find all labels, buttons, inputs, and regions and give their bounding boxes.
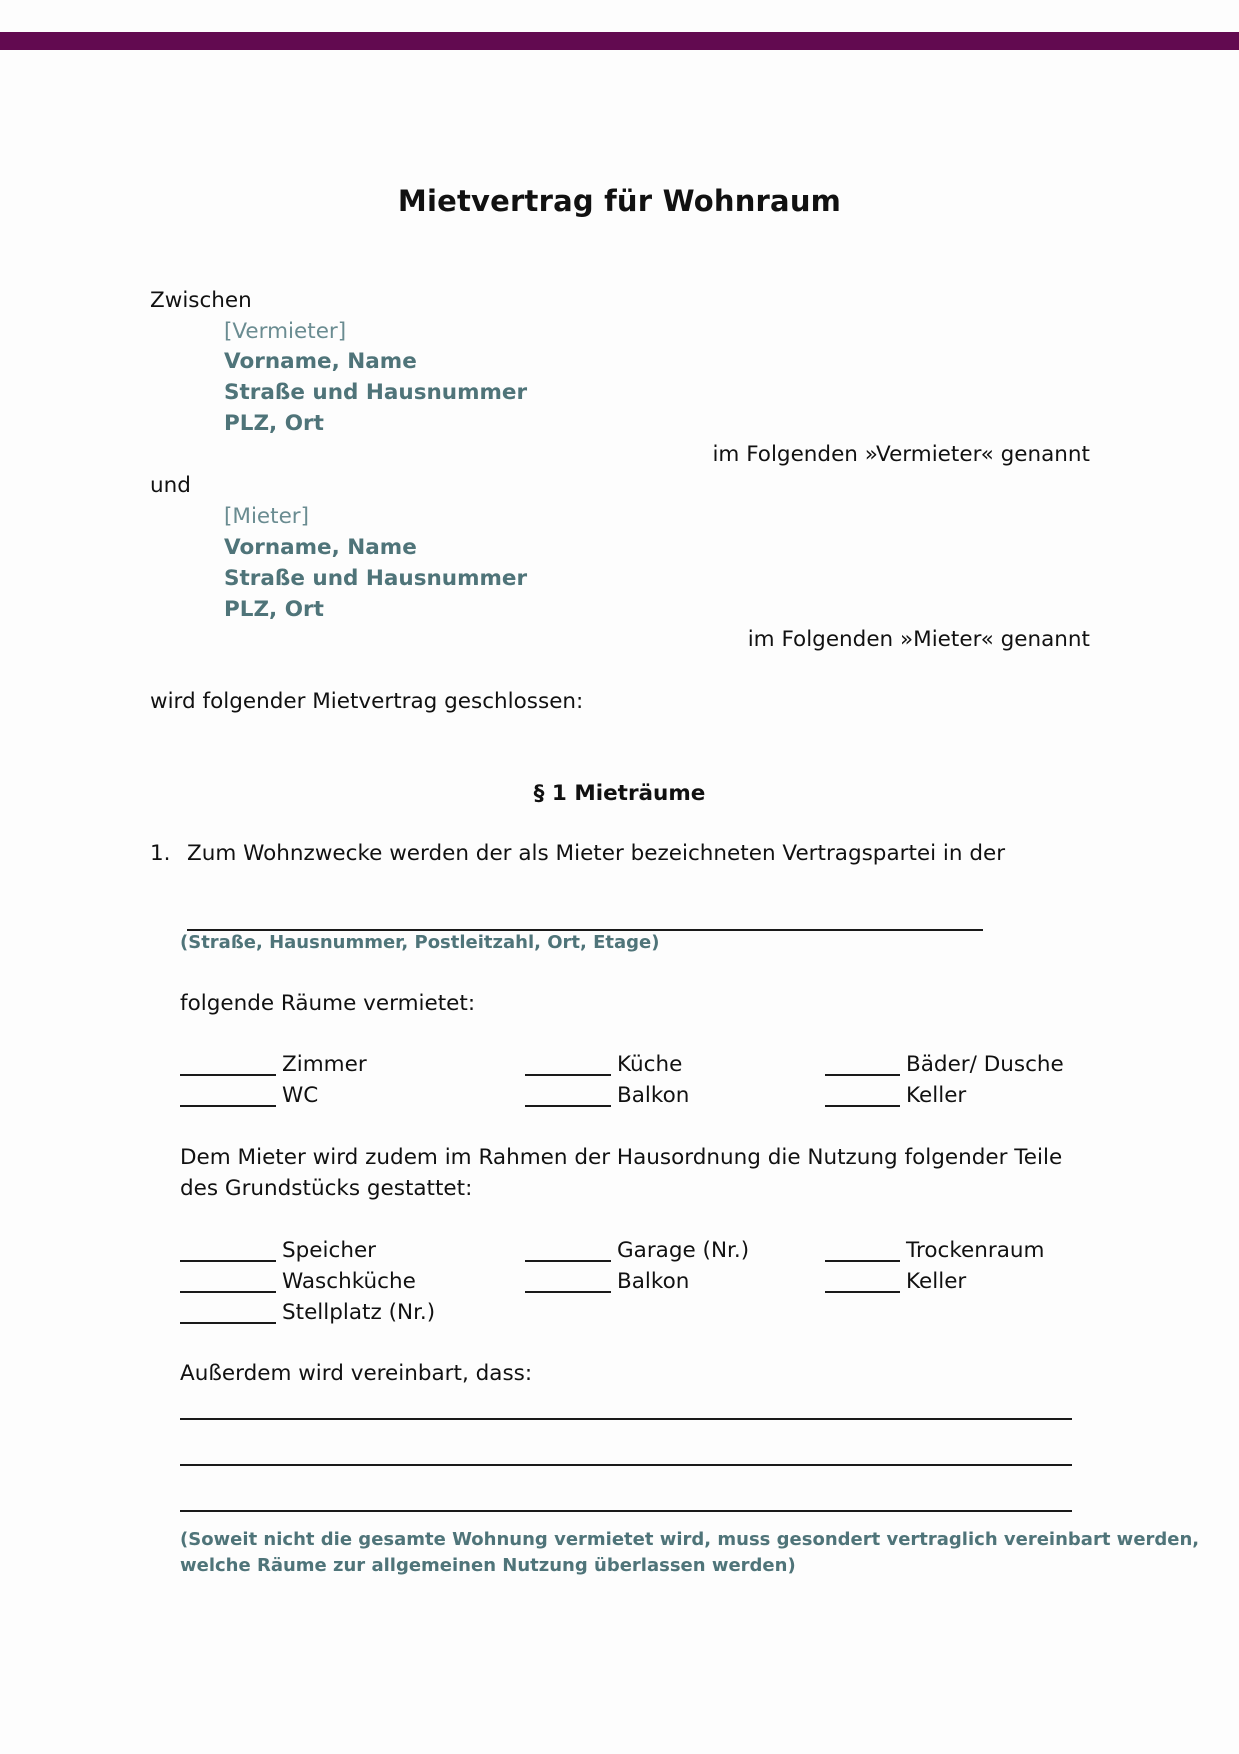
shared-entry[interactable] [180, 1297, 480, 1328]
shared-entry[interactable] [825, 1235, 1125, 1266]
section-heading: § 1 Mieträume [533, 781, 706, 806]
shared-entry[interactable] [180, 1235, 480, 1266]
shared-label: Balkon [617, 1269, 690, 1294]
shared-count-line[interactable] [525, 1260, 611, 1262]
shared-count-line[interactable] [525, 1291, 611, 1293]
and-label: und [150, 473, 191, 498]
room-label: Zimmer [282, 1052, 367, 1077]
item-text: Zum Wohnzwecke werden der als Mieter bezeichneten Vertragspartei in der [187, 841, 1006, 866]
room-label: Keller [906, 1083, 967, 1108]
landlord-street-field[interactable]: Straße und Hausnummer [224, 380, 528, 405]
landlord-designation: im Folgenden »Vermieter« genannt [712, 442, 1090, 467]
agreement-line-2[interactable] [180, 1464, 1072, 1466]
tenant-placeholder[interactable]: [Mieter] [224, 504, 310, 529]
shared-usage-note-line1: (Soweit nicht die gesamte Wohnung vermietet wird, muss gesondert vertraglich vereinbart werden, [180, 1529, 1200, 1550]
item-number: 1. [150, 841, 171, 866]
shared-intro-line1: Dem Mieter wird zudem im Rahmen der Hausordnung die Nutzung folgender Teile [180, 1145, 1063, 1170]
shared-count-line[interactable] [180, 1260, 276, 1262]
contract-intro: wird folgender Mietvertrag geschlossen: [150, 689, 584, 714]
landlord-city-field[interactable]: PLZ, Ort [224, 411, 324, 436]
shared-label: Trockenraum [906, 1238, 1045, 1263]
tenant-name-field[interactable]: Vorname, Name [224, 535, 417, 560]
shared-label: Garage (Nr.) [617, 1238, 750, 1263]
tenant-designation: im Folgenden »Mieter« genannt [747, 627, 1090, 652]
tenant-street-field[interactable]: Straße und Hausnummer [224, 566, 528, 591]
shared-label: Keller [906, 1269, 967, 1294]
room-entry[interactable] [825, 1049, 1125, 1080]
room-label: Bäder/ Dusche [906, 1052, 1064, 1077]
shared-label: Waschküche [282, 1269, 416, 1294]
agreement-line-1[interactable] [180, 1418, 1072, 1420]
tenant-city-field[interactable]: PLZ, Ort [224, 597, 324, 622]
room-entry[interactable] [525, 1080, 825, 1111]
document-title: Mietvertrag für Wohnraum [397, 184, 842, 218]
room-count-line[interactable] [825, 1074, 900, 1076]
room-count-line[interactable] [525, 1074, 611, 1076]
shared-count-line[interactable] [180, 1322, 276, 1324]
shared-entry[interactable] [825, 1266, 1125, 1297]
header-accent-bar [0, 32, 1239, 50]
room-entry[interactable] [180, 1049, 480, 1080]
room-count-line[interactable] [180, 1074, 276, 1076]
room-entry[interactable] [825, 1080, 1125, 1111]
shared-label: Speicher [282, 1238, 377, 1263]
address-hint: (Straße, Hausnummer, Postleitzahl, Ort, Etage) [180, 932, 660, 953]
shared-count-line[interactable] [825, 1291, 900, 1293]
shared-entry[interactable] [180, 1266, 480, 1297]
room-label: WC [282, 1083, 319, 1108]
shared-entry[interactable] [525, 1235, 825, 1266]
agreement-intro: Außerdem wird vereinbart, dass: [180, 1361, 533, 1386]
room-count-line[interactable] [825, 1105, 900, 1107]
shared-count-line[interactable] [825, 1260, 900, 1262]
room-count-line[interactable] [180, 1105, 276, 1107]
room-label: Küche [617, 1052, 683, 1077]
landlord-name-field[interactable]: Vorname, Name [224, 349, 417, 374]
agreement-line-3[interactable] [180, 1510, 1072, 1512]
shared-intro-line2: des Grundstücks gestattet: [180, 1176, 473, 1201]
landlord-placeholder[interactable]: [Vermieter] [224, 319, 347, 344]
room-entry[interactable] [525, 1049, 825, 1080]
shared-count-line[interactable] [180, 1291, 276, 1293]
room-label: Balkon [617, 1083, 690, 1108]
rooms-intro: folgende Räume vermietet: [180, 991, 476, 1016]
room-count-line[interactable] [525, 1105, 611, 1107]
shared-entry[interactable] [525, 1266, 825, 1297]
room-entry[interactable] [180, 1080, 480, 1111]
shared-label: Stellplatz (Nr.) [282, 1300, 436, 1325]
shared-usage-note-line2: welche Räume zur allgemeinen Nutzung überlassen werden) [180, 1555, 796, 1576]
between-label: Zwischen [150, 288, 252, 313]
